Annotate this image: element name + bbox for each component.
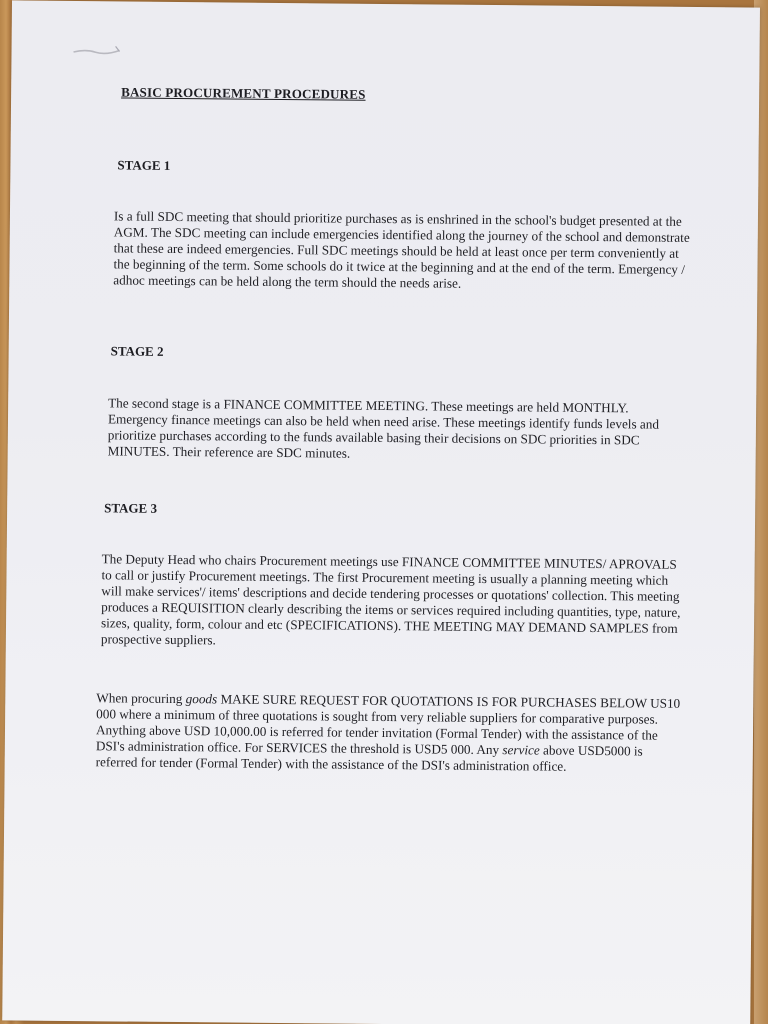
service-emphasis: service	[502, 742, 540, 758]
stage-2-heading: STAGE 2	[110, 343, 164, 359]
quotation-rules-text	[96, 690, 685, 776]
stage-1-text: Is a full SDC meeting that should prioritize purchases as is enshrined in the school's budget presented at the AGM. The SDC meeting can include emergencies identified along the journey of the school and demonstrate that these are indeed emergencies. Full SDC meetings should be held at least once per term conveniently at the beginning of the term. Some schools do it twice at the beginning and at the end of the term. Emergency / adhoc meetings can be held along the term should the needs arise.	[113, 208, 690, 291]
goods-emphasis: goods	[185, 691, 218, 707]
document-page	[2, 0, 760, 1024]
quotation-rules-part-3: above USD5000 is referred for tender (Formal Tender) with the assistance of the DSI's administration office.	[95, 742, 643, 774]
document-title: BASIC PROCUREMENT PROCEDURES	[121, 84, 366, 102]
stage-1-heading: STAGE 1	[117, 157, 171, 173]
stage-3-text: The Deputy Head who chairs Procurement meetings use FINANCE COMMITTEE MINUTES/ APROVALS to call or justify Procurement meetings. The first Procurement meeting is usually a planning meeting which will make services'/ items' descriptions and decide tendering processes or quotations' collection. This meeting produces a REQUISITION clearly describing the items or services required including quantities, type, nature, sizes, quality, form, colour and etc (SPECIFICATIONS). THE MEETING MAY DEMAND SAMPLES from prospective suppliers.	[100, 551, 681, 648]
stage-3-heading: STAGE 3	[104, 500, 158, 516]
quotation-rules-part-1: When procuring	[96, 690, 186, 707]
staple-mark-icon	[71, 43, 129, 58]
quotation-rules-part-2: MAKE SURE REQUEST FOR QUOTATIONS IS FOR PURCHASES BELOW US10 000 where a minimum of three quotations is sought from very reliable suppliers for comparative purposes. Anything above USD 10,000.00 is referred for tender invitation (Formal Tender) with the assistance of the DSI's administration office. For SERVICES the threshold is USD5 000. Any	[95, 691, 681, 758]
stage-2-text: The second stage is a FINANCE COMMITTEE MEETING. These meetings are held MONTHLY. Emergency finance meetings can also be held when need arise. These meetings identify funds levels and prioritize purchases according to the funds available basing their decisions on SDC priorities in SDC MINUTES. Their reference are SDC minutes.	[107, 395, 660, 461]
